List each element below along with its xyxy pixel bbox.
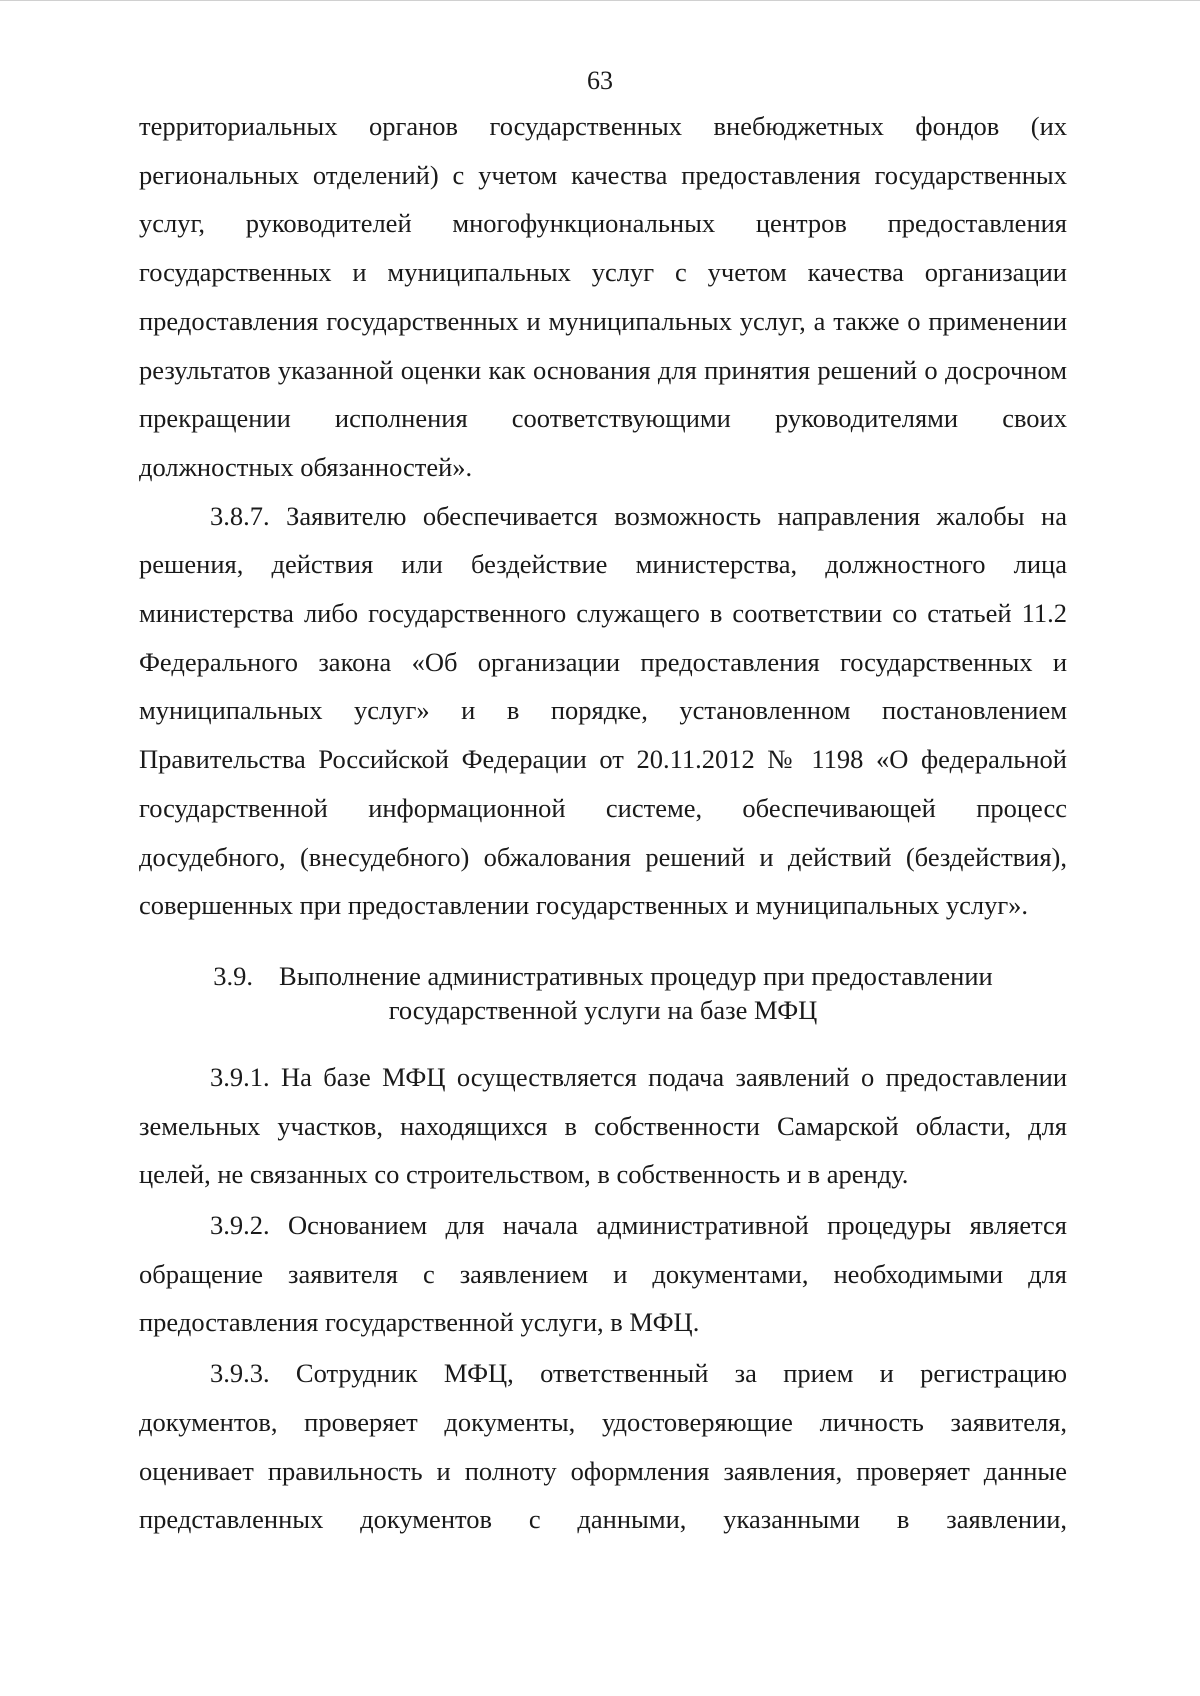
paragraph-continuation: территориальных органов государственных внебюджетных фондов (их региональных отделений) с учетом качества предоставления государственных услуг, руководителей многофункциональных центров предоставления государственных и муниципальных услуг с учетом качества организации предоставления государственных и муниципальных услуг, а также о применении результатов указанной оценки как основания для принятия решений о досрочном прекращении исполнения соответствующими руководителями своих должностных обязанностей».: [139, 111, 1067, 482]
paragraph-3-9-1: 3.9.1. На базе МФЦ осуществляется подача заявлений о предоставлении земельных участков, находящихся в собственности Самарской области, для целей, не связанных со строительством, в собственность и в аренду.: [139, 1061, 1067, 1190]
section-number: 3.9.: [213, 960, 254, 991]
section-title-line-2: государственной услуги на базе МФЦ: [388, 994, 818, 1025]
page-number: 63: [587, 66, 613, 95]
section-title-line-1: Выполнение административных процедур при предоставлении: [279, 960, 993, 991]
section-heading-line-1: [139, 959, 1067, 993]
paragraph-3-9-3: 3.9.3. Сотрудник МФЦ, ответственный за прием и регистрацию документов, проверяет документы, удостоверяющие личность заявителя, оценивает правильность и полноту оформления заявления, проверяет данные представленных документов с данными, указанными в заявлении,: [139, 1358, 1067, 1535]
document-body: [139, 102, 1067, 1544]
section-heading-3-9: [139, 959, 1067, 1027]
paragraph-3-9-2: 3.9.2. Основанием для начала административной процедуры является обращение заявителя с заявлением и документами, необходимыми для предоставления государственной услуги, в МФЦ.: [139, 1210, 1067, 1338]
paragraph-3-8-7: 3.8.7. Заявителю обеспечивается возможность направления жалобы на решения, действия или бездействие министерства, должностного лица министерства либо государственного служащего в соответствии со статьей 11.2 Федерального закона «Об организации предоставления государственных и муниципальных услуг» и в порядке, установленном постановлением Правительства Российской Федерации от 20.11.2012 № 1198 «О федеральной государственной информационной системе, обеспечивающей процесс досудебного, (внесудебного) обжалования решений и действий (бездействия), совершенных при предоставлении государственных и муниципальных услуг».: [139, 500, 1067, 921]
page-top-edge: [0, 0, 1200, 1]
